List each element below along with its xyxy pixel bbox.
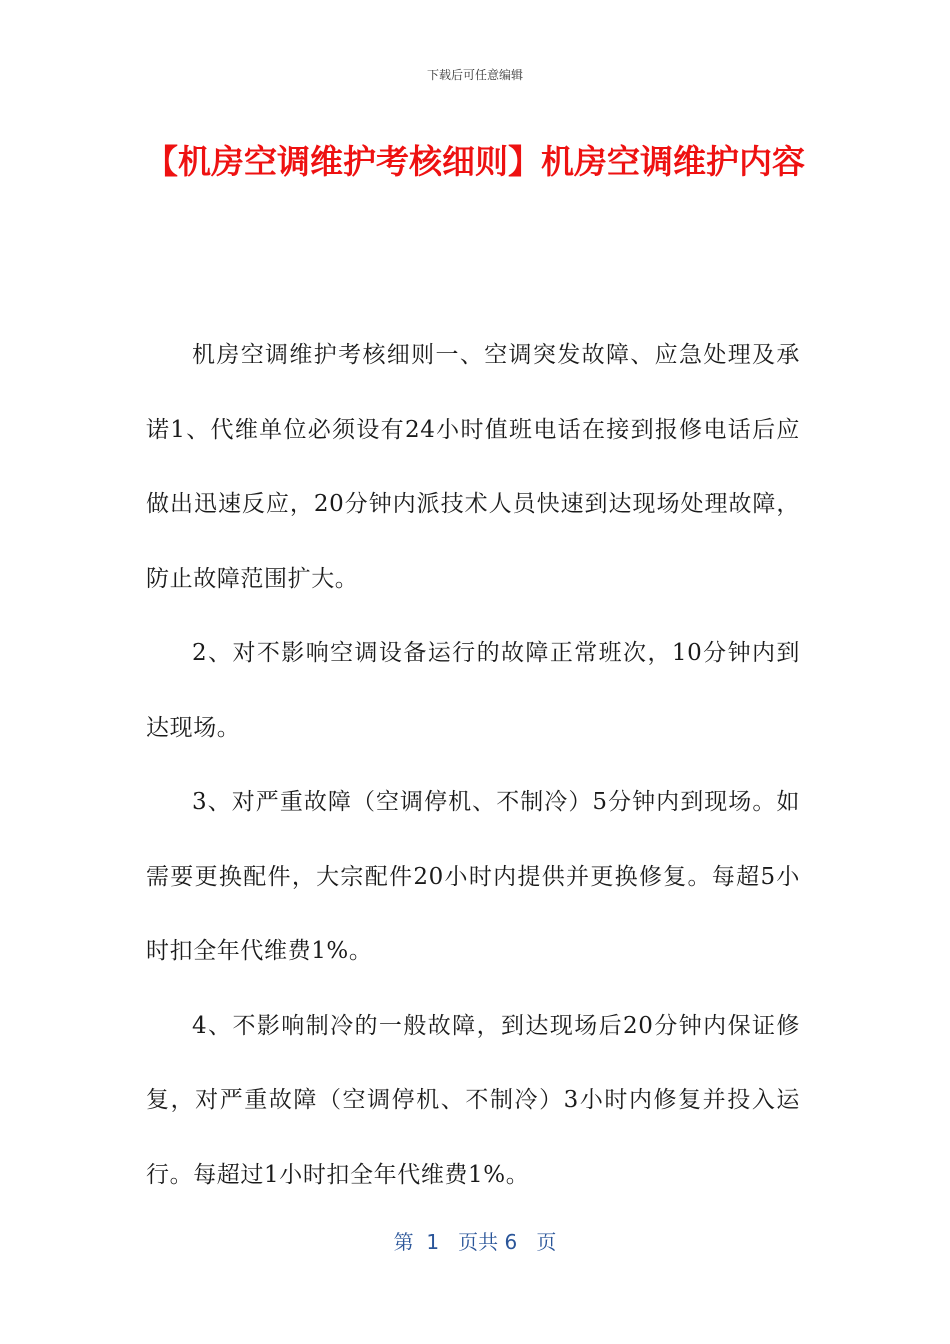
page-number: 第 1 页共 6 页 [393, 1230, 557, 1254]
paragraph-4: 4、不影响制冷的一般故障，到达现场后20分钟内保证修复，对严重故障（空调停机、不制冷）3小时内修复并投入运行。每超过1小时扣全年代维费1%。 [146, 1012, 800, 1188]
paragraph-1: 机房空调维护考核细则一、空调突发故障、应急处理及承诺1、代维单位必须设有24小时值班电话在接到报修电话后应做出迅速反应，20分钟内派技术人员快速到达现场处理故障，防止故障范围扩大。 [146, 342, 800, 592]
document-body [146, 318, 800, 1212]
paragraph-2: 2、对不影响空调设备运行的故障正常班次，10分钟内到达现场。 [146, 640, 800, 741]
document-title: 【机房空调维护考核细则】机房空调维护内容 [145, 142, 805, 181]
paragraph-3: 3、对严重故障（空调停机、不制冷）5分钟内到现场。如需要更换配件，大宗配件20小时内提供并更换修复。每超5小时扣全年代维费1%。 [146, 789, 800, 964]
header-note: 下载后可任意编辑 [426, 68, 523, 82]
